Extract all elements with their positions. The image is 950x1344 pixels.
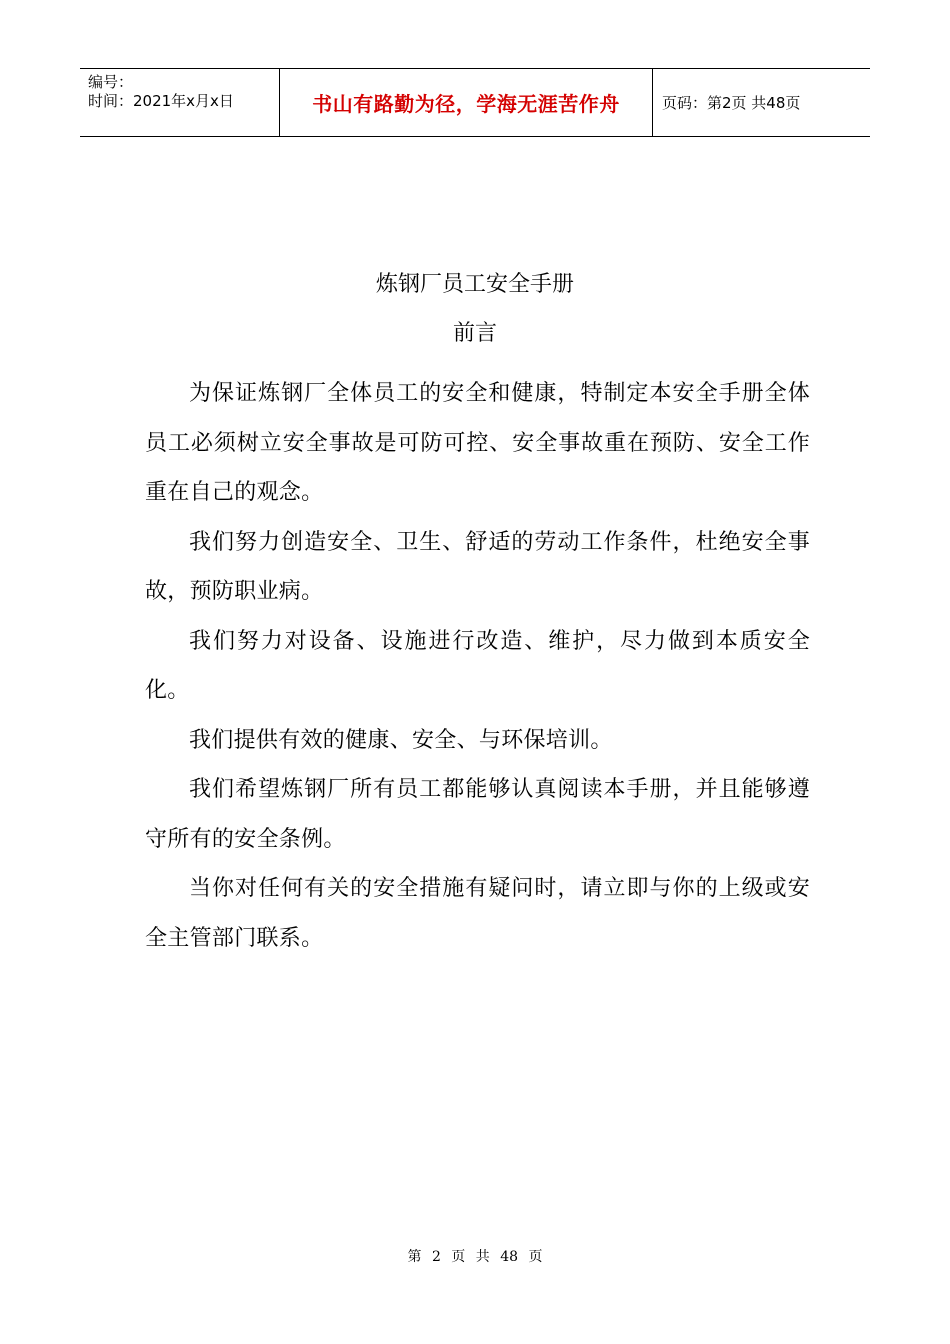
- document-body: [145, 369, 810, 963]
- paragraph: 我们努力创造安全、卫生、舒适的劳动工作条件，杜绝安全事故，预防职业病。: [145, 529, 810, 604]
- paragraph: 我们提供有效的健康、安全、与环保培训。: [189, 727, 613, 753]
- paragraph: 当你对任何有关的安全措施有疑问时，请立即与你的上级或安全主管部门联系。: [145, 876, 810, 951]
- page-header: [80, 68, 870, 137]
- header-number-label: 编号：: [88, 73, 134, 91]
- paragraph: 我们希望炼钢厂所有员工都能够认真阅读本手册，并且能够遵守所有的安全条例。: [145, 777, 810, 852]
- header-time-label: 时间：2021年x月x日: [88, 92, 234, 110]
- paragraph: 为保证炼钢厂全体员工的安全和健康，特制定本安全手册全体员工必须树立安全事故是可防可控、安全事故重在预防、安全工作重在自己的观念。: [145, 381, 810, 505]
- paragraph: 我们努力对设备、设施进行改造、维护，尽力做到本质安全化。: [145, 628, 810, 703]
- header-motto: 书山有路勤为径，学海无涯苦作舟: [280, 69, 653, 136]
- header-page-info: 页码：第2页 共48页: [662, 94, 801, 112]
- document-title: 炼钢厂员工安全手册: [375, 272, 574, 297]
- header-meta-cell: [80, 69, 280, 136]
- document-subtitle: 前言: [452, 321, 497, 346]
- page-footer: 第 2 页 共 48 页: [407, 1249, 543, 1265]
